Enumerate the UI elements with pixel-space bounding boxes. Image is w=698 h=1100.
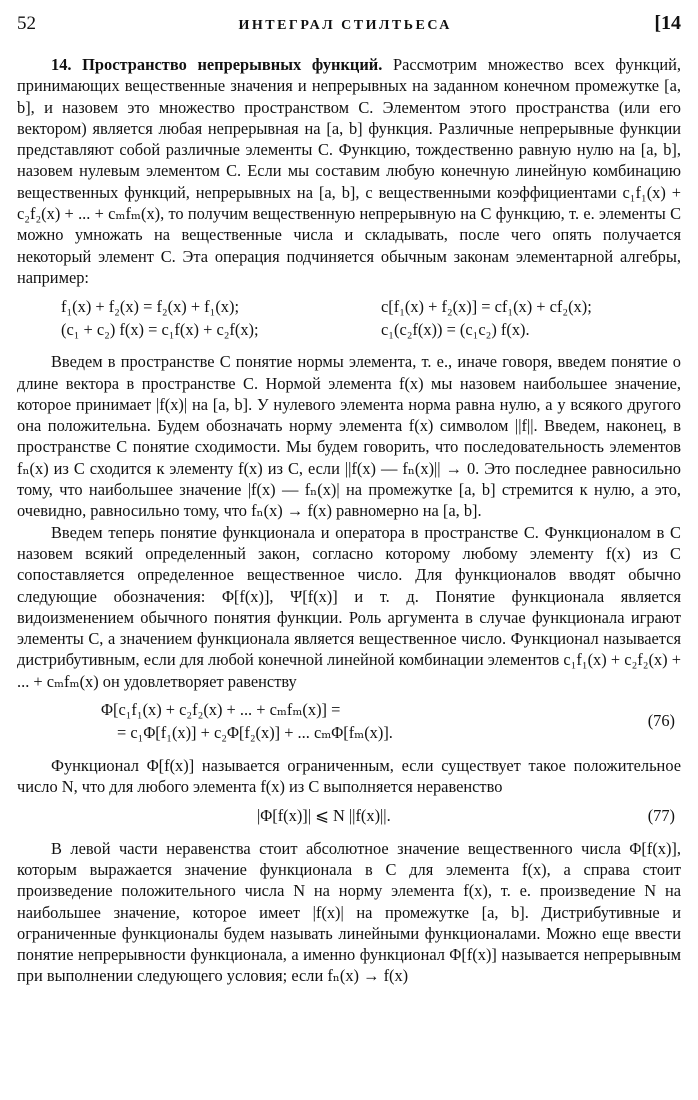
equation-76-line-1: Φ[c₁f₁(x) + c₂f₂(x) + ... + cₘfₘ(x)] =	[101, 700, 341, 720]
paragraph-1-text: Рассмотрим множество всех функций, принимающих вещественные значения и непрерывных на заданном конечном промежутке [a, b], и назовем это множество пространством C. Элементом этого пространства (или его вектором) является любая непрерывная на [a, b] функция. Различные непрерывные функции представляют собой различные элементы C. Функцию, тождественно равную нулю на [a, b], назовем нулевым элементом C. Если мы составим любую конечную линейную комбинацию вещественных функций, непрерывных на [a, b], с вещественными коэффициентами c₁f₁(x) + c₂f₂(x) + ... + cₘfₘ(x), то получим вещественную непрерывную на C функцию, т. е. элементы C можно умножать на вещественные числа и складывать, после чего опять получается некоторый элемент C. Эта операция подчиняется обычным законам элементарной алгебры, например:	[17, 55, 681, 287]
paragraph-4: Функционал Φ[f(x)] называется ограниченным, если существует такое положительное число N, что для любого элемента f(x) из C выполняется неравенство	[17, 756, 681, 797]
paragraph-3: Введем теперь понятие функционала и оператора в пространстве C. Функционалом в C назовем всякий определенный закон, согласно которому любому элементу f(x) из C сопоставляется определенное вещественное число. Для функционалов вводят обычно следующие обозначения: Φ[f(x)], Ψ[f(x)] и т. д. Понятие функционала является видоизменением обычного понятия функции. Роль аргумента в случае функционала играют элементы C, а значением функционала является вещественное число. Функционал называется дистрибутивным, если для любой конечной линейной комбинации элементов c₁f₁(x) + c₂f₂(x) + ... + cₘfₘ(x) он удовлетворяет равенству	[17, 522, 681, 691]
formula: (c₁ + c₂) f(x) = c₁f(x) + c₂f(x);	[61, 320, 259, 340]
equation-76	[17, 699, 681, 745]
formula: f₁(x) + f₂(x) = f₂(x) + f₁(x);	[61, 297, 240, 317]
body-text	[17, 54, 681, 987]
equation-line	[17, 711, 681, 745]
running-title: ИНТЕГРАЛ СТИЛТЬЕСА	[238, 18, 452, 33]
running-head	[17, 10, 681, 36]
paragraph-2: Введем в пространстве C понятие нормы элемента, т. е., иначе говоря, введем понятие о длине вектора в пространстве C. Нормой элемента f(x) мы назовем наибольшее значение, которое принимает |f(x)| на [a, b]. У нулевого элемента норма равна нулю, а у всякого другого она положительна. Будем обозначать норму элемента f(x) символом ||f||. Введем, наконец, в пространстве C понятие сходимости. Мы будем говорить, что последовательность элементов fₙ(x) из C сходится к элементу f(x) из C, если ||f(x) — fₙ(x)|| → 0. Это последнее равносильно тому, что наибольшее значение |f(x) — fₙ(x)| на промежутке [a, b] стремится к нулю, а это, очевидно, равносильно тому, что fₙ(x) → f(x) равномерно на [a, b].	[17, 352, 681, 521]
section-ref: [14	[654, 12, 681, 34]
page	[17, 10, 681, 987]
formula: c₁(c₂f(x)) = (c₁c₂) f(x).	[381, 320, 530, 340]
paragraph-1	[17, 54, 681, 288]
paragraph-5: В левой части неравенства стоит абсолютное значение вещественного числа Φ[f(x)], которым выражается значение функционала в C для элемента f(x), а справа стоит произведение положительного числа N на норму элемента f(x), т. е. произведение N на наибольшее значение, которое имеет |f(x)| на промежутке [a, b]. Дистрибутивные и ограниченные функционалы будем называть линейными функционалами. Можно еще ввести понятие непрерывности функционала, а именно функционал Φ[f(x)] называется непрерывным при выполнении следующего условия; если fₙ(x) → f(x)	[17, 838, 681, 986]
algebra-laws	[17, 295, 681, 341]
equation-76-number: (76)	[647, 711, 675, 731]
equation-77-text: |Φ[f(x)]| ⩽ N ||f(x)||.	[257, 805, 391, 825]
formula-row	[17, 295, 681, 318]
formula: c[f₁(x) + f₂(x)] = cf₁(x) + cf₂(x);	[381, 297, 592, 317]
equation-76-line-2: = c₁Φ[f₁(x)] + c₂Φ[f₂(x)] + ... cₘΦ[fₘ(x)].	[117, 723, 393, 743]
page-number: 52	[17, 13, 36, 34]
equation-77-number: (77)	[647, 805, 675, 825]
section-title: 14. Пространство непрерывных функций.	[51, 55, 383, 74]
equation-line	[17, 805, 681, 828]
formula-row	[17, 318, 681, 341]
equation-line	[17, 699, 681, 722]
equation-77	[17, 805, 681, 828]
